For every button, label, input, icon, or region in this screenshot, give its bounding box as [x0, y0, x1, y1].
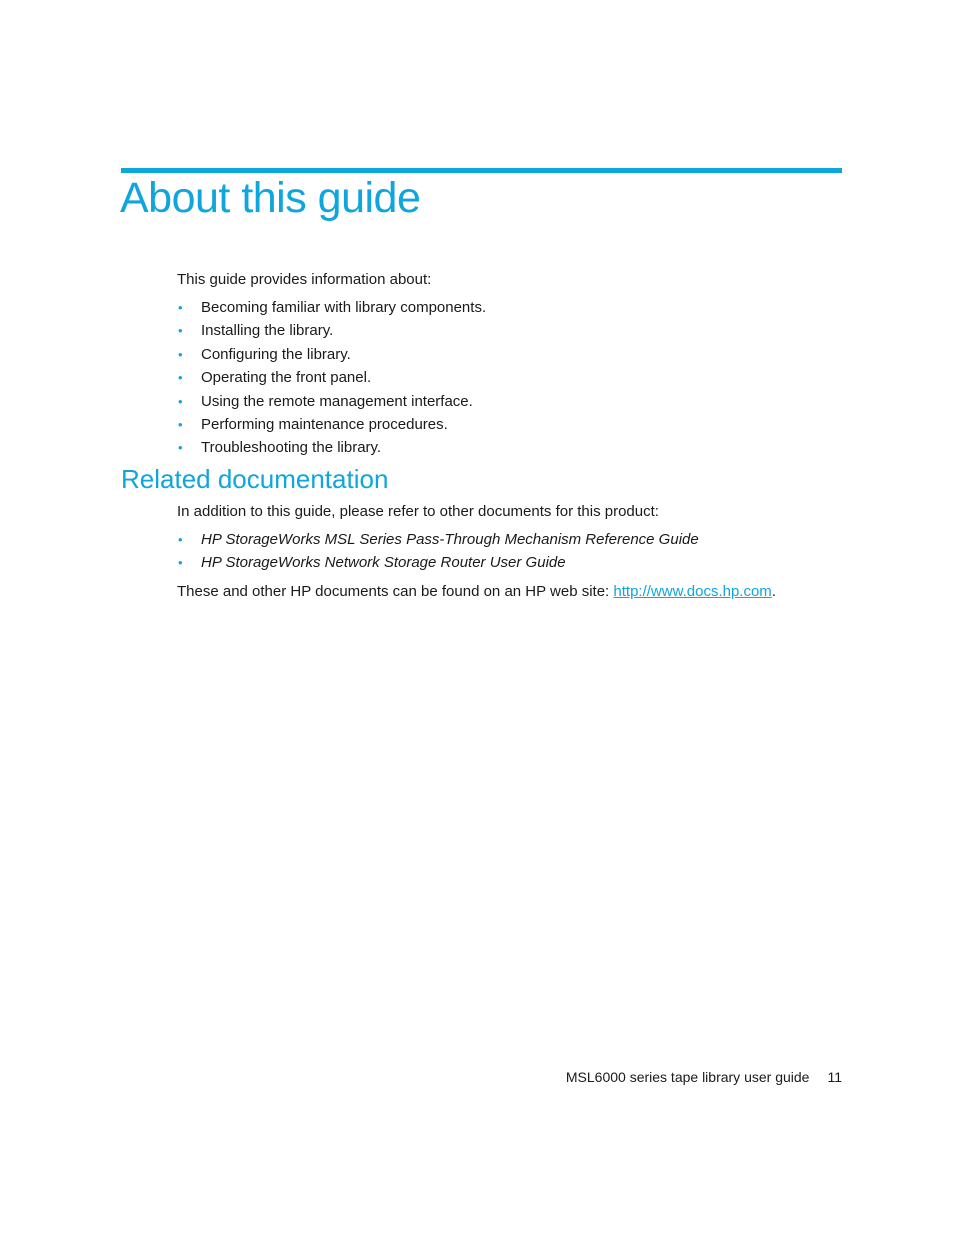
bullet-icon: • [178, 300, 183, 315]
topic-list [177, 298, 486, 462]
web-site-text: These and other HP documents can be found on an HP web site: [177, 583, 614, 600]
bullet-icon: • [178, 440, 183, 456]
page-footer [566, 1067, 842, 1087]
web-site-suffix: . [771, 583, 776, 600]
list-item: • Configuring the library. [178, 345, 351, 363]
related-intro: In addition to this guide, please refer to other documents for this product: [177, 503, 659, 520]
bullet-icon: • [178, 346, 183, 362]
list-item: • Operating the front panel. [178, 369, 372, 387]
bullet-icon: • [178, 370, 183, 386]
list-item: • Becoming familiar with library components. [178, 299, 487, 316]
list-item: • HP StorageWorks MSL Series Pass-Through Mechanism Reference Guide [178, 531, 699, 548]
list-item: • Installing the library. [178, 322, 334, 340]
related-documents-list [177, 530, 699, 577]
docs-web-link[interactable]: http://www.docs.hp.com [613, 583, 772, 600]
page-number: 11 [827, 1069, 842, 1085]
chapter-title: About this guide [120, 174, 421, 222]
list-item: • Performing maintenance procedures. [178, 415, 448, 433]
list-item: • Using the remote management interface. [178, 392, 473, 410]
related-documentation-heading: Related documentation [121, 464, 389, 494]
footer-book-title: MSL6000 series tape library user guide [565, 1069, 810, 1085]
web-site-sentence [177, 582, 776, 602]
bullet-icon: • [178, 416, 183, 432]
chapter-intro: This guide provides information about: [177, 271, 432, 288]
list-item: • Troubleshooting the library. [178, 439, 382, 457]
list-item: • HP StorageWorks Network Storage Router User Guide [178, 554, 566, 572]
bullet-icon: • [178, 555, 183, 571]
bullet-icon: • [178, 393, 183, 409]
bullet-icon: • [178, 532, 183, 547]
bullet-icon: • [178, 323, 183, 339]
